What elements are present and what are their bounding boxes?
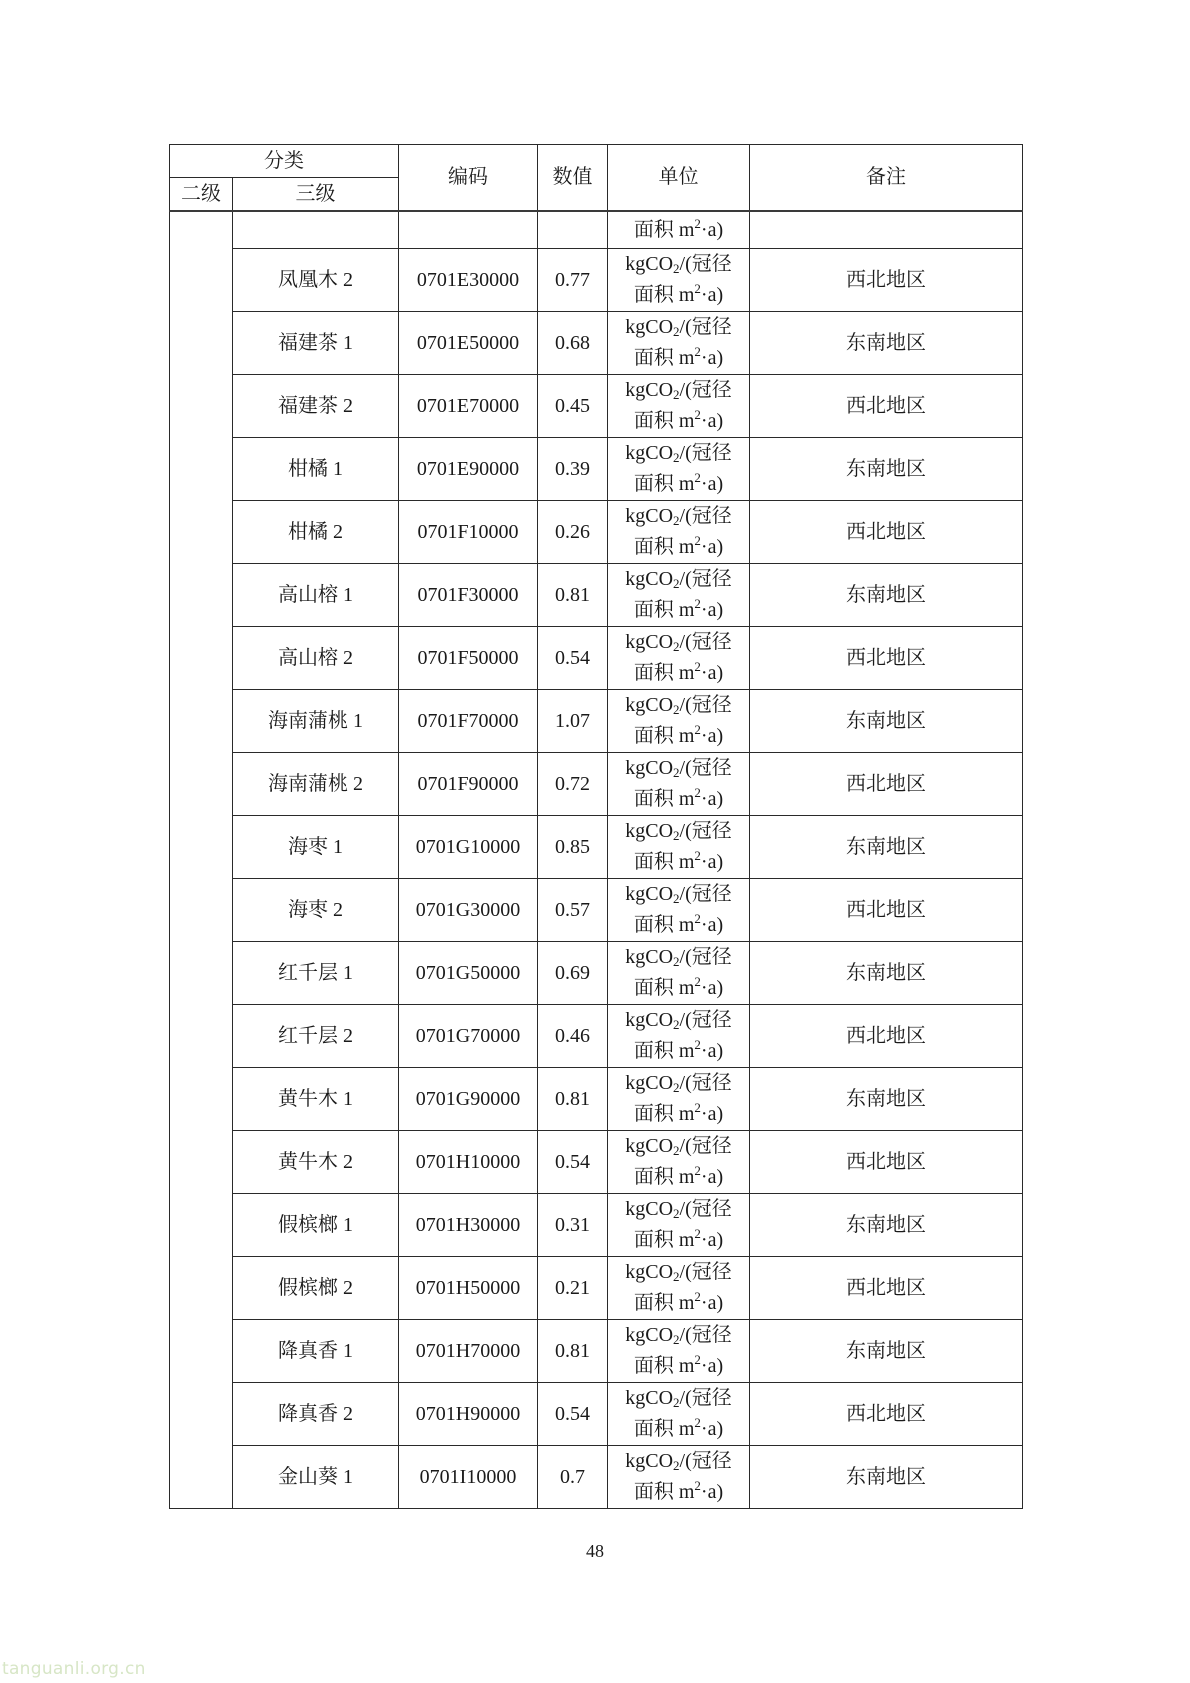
header-level3: 三级 — [233, 178, 399, 212]
cell-remark: 西北地区 — [750, 501, 1023, 564]
table-row — [170, 1320, 1023, 1383]
carbon-factor-table — [169, 144, 1023, 1509]
cell-code: 0701G50000 — [399, 942, 538, 1005]
cell-code: 0701H30000 — [399, 1194, 538, 1257]
cell-code: 0701F70000 — [399, 690, 538, 753]
cell-value: 0.69 — [538, 942, 608, 1005]
cell-level3: 高山榕 1 — [233, 564, 399, 627]
cell-level3: 福建茶 1 — [233, 312, 399, 375]
cell-level3: 红千层 2 — [233, 1005, 399, 1068]
cell-unit: kgCO$_2$/(冠径 面积 $m^2\cdot a$) — [608, 501, 750, 564]
cell-value: 0.54 — [538, 1131, 608, 1194]
cell-level3: 金山葵 1 — [233, 1446, 399, 1509]
cell-level3: 柑橘 1 — [233, 438, 399, 501]
cell-value: 0.81 — [538, 1068, 608, 1131]
cell-remark: 东南地区 — [750, 816, 1023, 879]
cell-unit: kgCO$_2$/(冠径 面积 $m^2\cdot a$) — [608, 375, 750, 438]
cell-unit: kgCO$_2$/(冠径 面积 $m^2\cdot a$) — [608, 1446, 750, 1509]
cell-remark: 西北地区 — [750, 249, 1023, 312]
cell-value: 0.57 — [538, 879, 608, 942]
cell-unit: kgCO$_2$/(冠径 面积 $m^2\cdot a$) — [608, 1005, 750, 1068]
cell-remark: 西北地区 — [750, 1257, 1023, 1320]
cell-remark: 西北地区 — [750, 627, 1023, 690]
cell-code: 0701G70000 — [399, 1005, 538, 1068]
cell-unit: kgCO$_2$/(冠径 面积 $m^2\cdot a$) — [608, 249, 750, 312]
table-row — [170, 690, 1023, 753]
cell-remark: 西北地区 — [750, 1131, 1023, 1194]
table-row — [170, 438, 1023, 501]
cell-level3: 海枣 1 — [233, 816, 399, 879]
cell-level3: 降真香 2 — [233, 1383, 399, 1446]
cell-level3: 海枣 2 — [233, 879, 399, 942]
table-row — [170, 1383, 1023, 1446]
cell-level3: 海南蒲桃 2 — [233, 753, 399, 816]
cell-value: 0.26 — [538, 501, 608, 564]
cell-code: 0701E50000 — [399, 312, 538, 375]
page-number: 48 — [586, 1541, 604, 1561]
cell-code: 0701I10000 — [399, 1446, 538, 1509]
header-row-1 — [170, 145, 1023, 178]
cell-unit: kgCO$_2$/(冠径 面积 $m^2\cdot a$) — [608, 1320, 750, 1383]
cell-code — [399, 211, 538, 249]
cell-value: 0.54 — [538, 627, 608, 690]
cell-remark: 东南地区 — [750, 564, 1023, 627]
cell-unit: 面积 $m^2\cdot a$) — [608, 211, 750, 249]
cell-code: 0701E70000 — [399, 375, 538, 438]
cell-unit: kgCO$_2$/(冠径 面积 $m^2\cdot a$) — [608, 627, 750, 690]
cell-value: 0.54 — [538, 1383, 608, 1446]
cell-remark: 西北地区 — [750, 1005, 1023, 1068]
table-row — [170, 1131, 1023, 1194]
table-body — [170, 211, 1023, 1509]
cell-value: 0.21 — [538, 1257, 608, 1320]
table-row — [170, 1194, 1023, 1257]
cell-value: 0.31 — [538, 1194, 608, 1257]
cell-code: 0701F10000 — [399, 501, 538, 564]
table-row — [170, 1446, 1023, 1509]
cell-unit: kgCO$_2$/(冠径 面积 $m^2\cdot a$) — [608, 564, 750, 627]
cell-level3: 黄牛木 2 — [233, 1131, 399, 1194]
cell-value: 0.85 — [538, 816, 608, 879]
cell-level3: 黄牛木 1 — [233, 1068, 399, 1131]
cell-unit: kgCO$_2$/(冠径 面积 $m^2\cdot a$) — [608, 1383, 750, 1446]
cell-unit: kgCO$_2$/(冠径 面积 $m^2\cdot a$) — [608, 312, 750, 375]
cell-value: 0.39 — [538, 438, 608, 501]
cell-remark: 西北地区 — [750, 375, 1023, 438]
cell-code: 0701H70000 — [399, 1320, 538, 1383]
cell-value: 0.45 — [538, 375, 608, 438]
header-category: 分类 — [170, 145, 399, 178]
cell-code: 0701F50000 — [399, 627, 538, 690]
cell-unit: kgCO$_2$/(冠径 面积 $m^2\cdot a$) — [608, 1194, 750, 1257]
cell-unit: kgCO$_2$/(冠径 面积 $m^2\cdot a$) — [608, 1068, 750, 1131]
cell-level3: 海南蒲桃 1 — [233, 690, 399, 753]
table-row — [170, 312, 1023, 375]
table-row — [170, 1068, 1023, 1131]
table-row — [170, 375, 1023, 438]
table-row — [170, 942, 1023, 1005]
cell-unit: kgCO$_2$/(冠径 面积 $m^2\cdot a$) — [608, 1257, 750, 1320]
cell-code: 0701G90000 — [399, 1068, 538, 1131]
table-row — [170, 816, 1023, 879]
cell-remark: 东南地区 — [750, 1068, 1023, 1131]
header-value: 数值 — [538, 145, 608, 212]
table-row — [170, 1257, 1023, 1320]
cell-code: 0701E90000 — [399, 438, 538, 501]
level2-merged-cell — [170, 211, 233, 1509]
cell-unit: kgCO$_2$/(冠径 面积 $m^2\cdot a$) — [608, 942, 750, 1005]
cell-value: 0.7 — [538, 1446, 608, 1509]
table-row-continued — [170, 211, 1023, 249]
cell-remark — [750, 211, 1023, 249]
cell-level3: 红千层 1 — [233, 942, 399, 1005]
table-row — [170, 564, 1023, 627]
header-level2: 二级 — [170, 178, 233, 212]
cell-level3: 柑橘 2 — [233, 501, 399, 564]
cell-level3: 高山榕 2 — [233, 627, 399, 690]
cell-remark: 东南地区 — [750, 1446, 1023, 1509]
cell-value: 0.68 — [538, 312, 608, 375]
cell-unit: kgCO$_2$/(冠径 面积 $m^2\cdot a$) — [608, 690, 750, 753]
cell-level3: 凤凰木 2 — [233, 249, 399, 312]
cell-code: 0701H90000 — [399, 1383, 538, 1446]
cell-code: 0701F90000 — [399, 753, 538, 816]
cell-remark: 东南地区 — [750, 1194, 1023, 1257]
cell-value: 0.77 — [538, 249, 608, 312]
cell-remark: 东南地区 — [750, 690, 1023, 753]
cell-remark: 西北地区 — [750, 879, 1023, 942]
table-row — [170, 627, 1023, 690]
header-unit: 单位 — [608, 145, 750, 212]
cell-code: 0701G30000 — [399, 879, 538, 942]
cell-level3: 假槟榔 1 — [233, 1194, 399, 1257]
cell-remark: 东南地区 — [750, 438, 1023, 501]
cell-value: 0.81 — [538, 564, 608, 627]
cell-remark: 西北地区 — [750, 1383, 1023, 1446]
cell-value — [538, 211, 608, 249]
cell-level3 — [233, 211, 399, 249]
cell-code: 0701G10000 — [399, 816, 538, 879]
cell-level3: 假槟榔 2 — [233, 1257, 399, 1320]
header-code: 编码 — [399, 145, 538, 212]
cell-unit: kgCO$_2$/(冠径 面积 $m^2\cdot a$) — [608, 753, 750, 816]
cell-code: 0701H50000 — [399, 1257, 538, 1320]
table-row — [170, 249, 1023, 312]
cell-value: 0.46 — [538, 1005, 608, 1068]
cell-unit: kgCO$_2$/(冠径 面积 $m^2\cdot a$) — [608, 438, 750, 501]
cell-remark: 东南地区 — [750, 942, 1023, 1005]
cell-unit: kgCO$_2$/(冠径 面积 $m^2\cdot a$) — [608, 1131, 750, 1194]
table-row — [170, 879, 1023, 942]
cell-code: 0701F30000 — [399, 564, 538, 627]
cell-level3: 福建茶 2 — [233, 375, 399, 438]
cell-value: 1.07 — [538, 690, 608, 753]
cell-remark: 东南地区 — [750, 1320, 1023, 1383]
header-remark: 备注 — [750, 145, 1023, 212]
cell-value: 0.81 — [538, 1320, 608, 1383]
table-row — [170, 753, 1023, 816]
cell-value: 0.72 — [538, 753, 608, 816]
cell-level3: 降真香 1 — [233, 1320, 399, 1383]
cell-code: 0701H10000 — [399, 1131, 538, 1194]
cell-unit: kgCO$_2$/(冠径 面积 $m^2\cdot a$) — [608, 879, 750, 942]
cell-remark: 东南地区 — [750, 312, 1023, 375]
cell-remark: 西北地区 — [750, 753, 1023, 816]
cell-unit: kgCO$_2$/(冠径 面积 $m^2\cdot a$) — [608, 816, 750, 879]
watermark: tanguanli.org.cn — [2, 1659, 146, 1679]
table-row — [170, 501, 1023, 564]
table-row — [170, 1005, 1023, 1068]
cell-code: 0701E30000 — [399, 249, 538, 312]
